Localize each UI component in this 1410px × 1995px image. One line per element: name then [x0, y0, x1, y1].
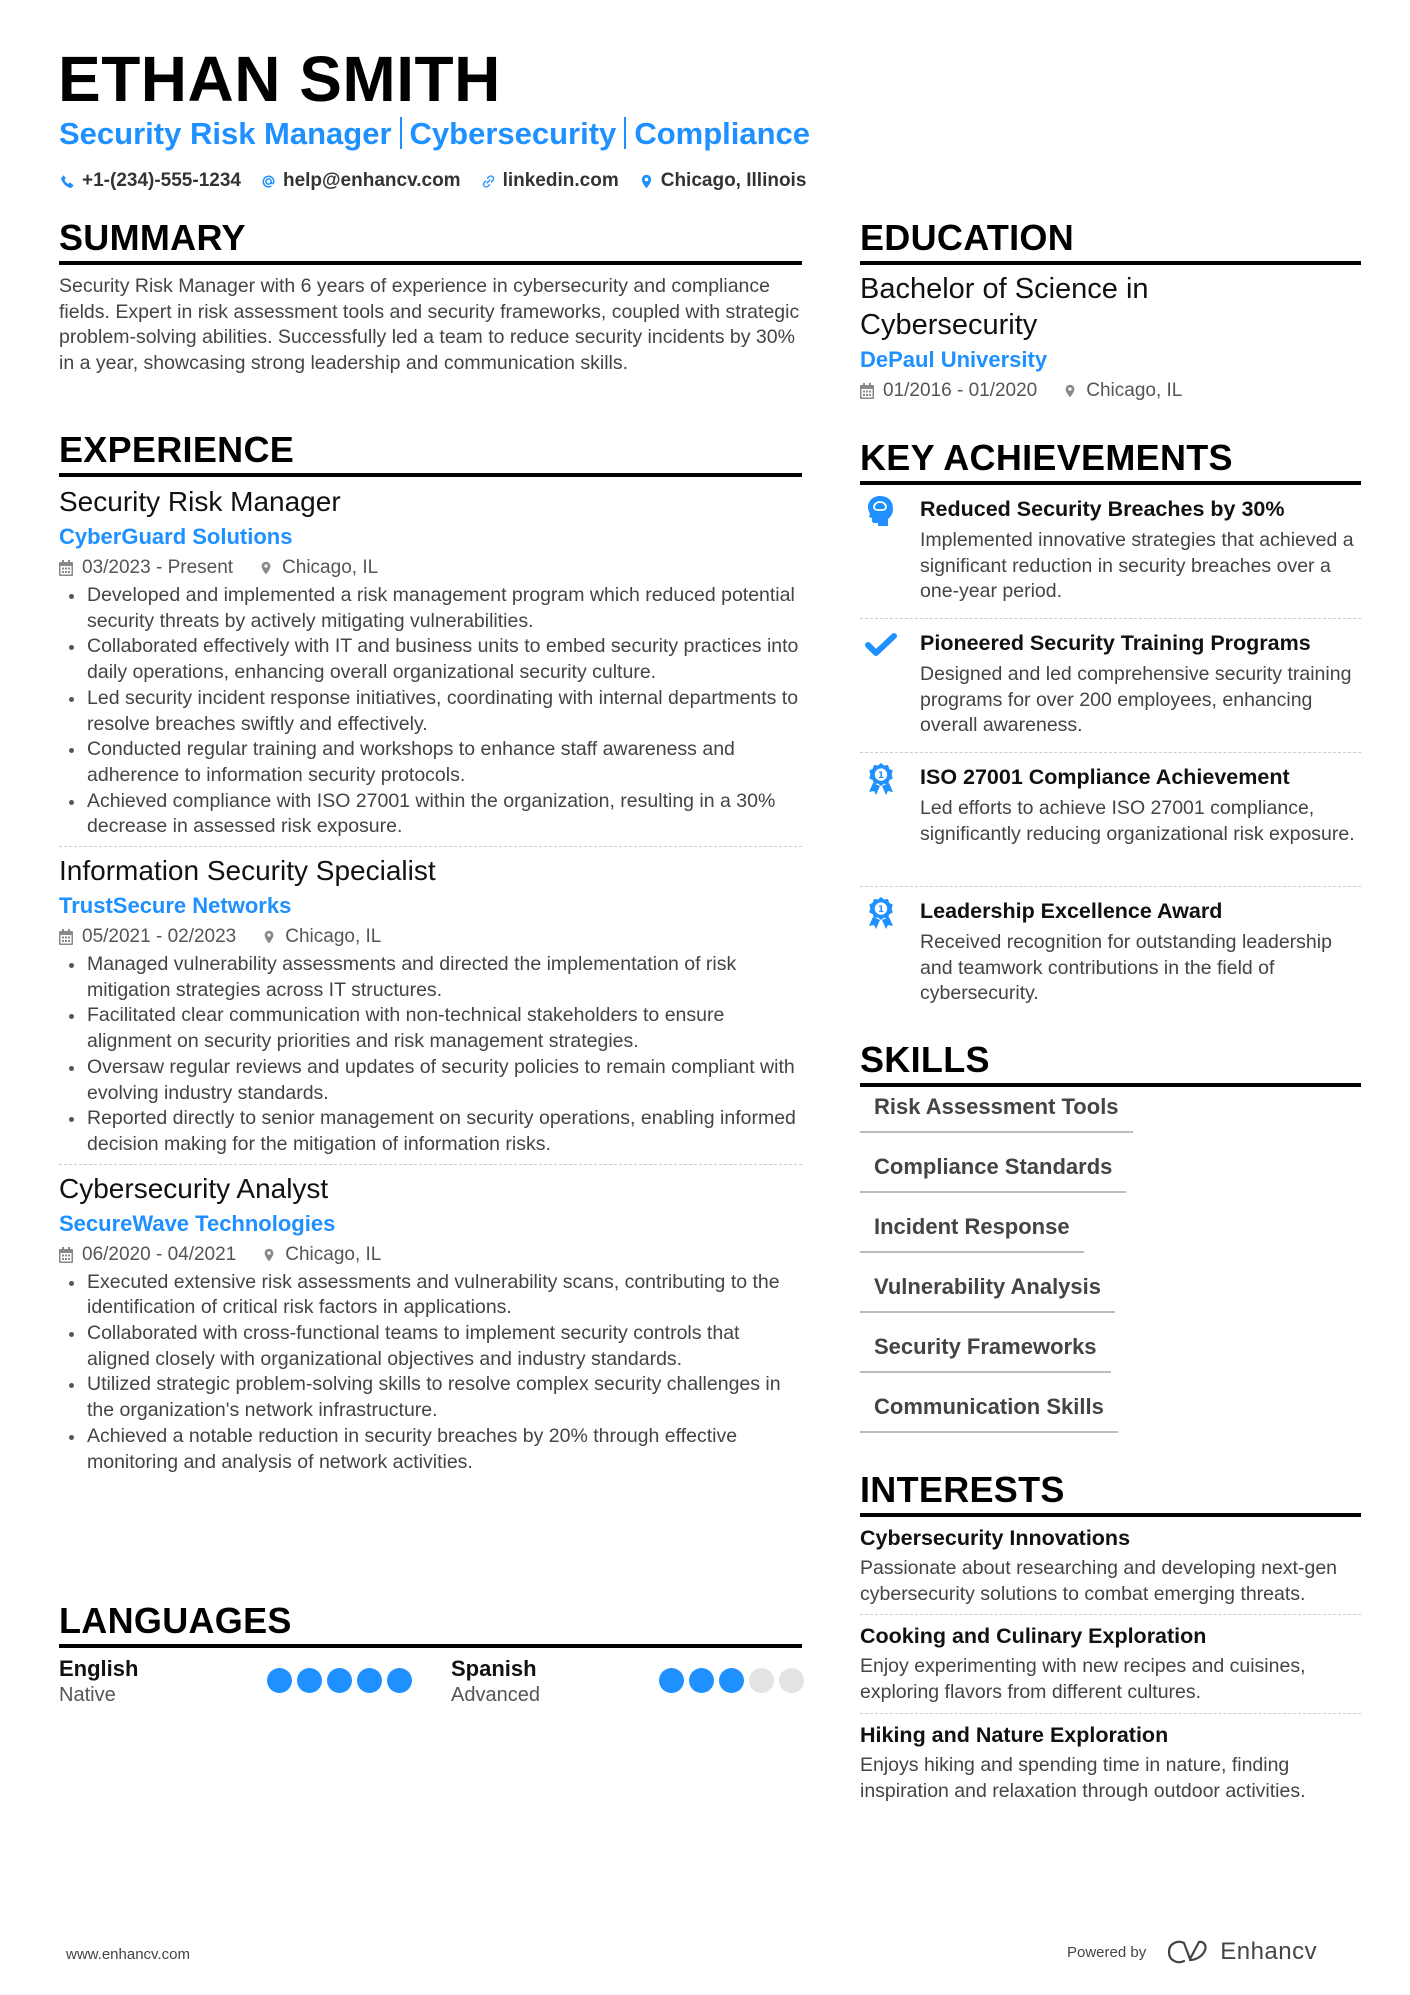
bullet-item: Utilized strategic problem-solving skills to resolve complex security challenges in the organization's network infrastructure.: [59, 1372, 802, 1423]
entry-divider: [860, 1614, 1361, 1615]
link-icon: [481, 174, 496, 189]
rating-dot-filled: [327, 1668, 352, 1693]
skill-tag: Communication Skills: [860, 1385, 1118, 1433]
headline-field: Cybersecurity: [409, 116, 617, 151]
bullet-item: Managed vulnerability assessments and directed the implementation of risk mitigation strategies across IT structures.: [59, 952, 802, 1003]
interest-title: Cooking and Culinary Exploration: [860, 1624, 1207, 1649]
contact-location: [639, 168, 807, 194]
entry-divider: [860, 618, 1361, 619]
achievement-desc: Received recognition for outstanding leadership and teamwork contributions in the field of cybersecurity.: [920, 931, 1332, 1005]
job-entry: [59, 853, 802, 1158]
education-location: [1063, 378, 1182, 404]
job-entry: [59, 484, 802, 840]
job-dates: [59, 555, 233, 581]
location-pin-icon: [262, 929, 276, 945]
section-divider: [860, 1513, 1361, 1517]
achievement-item: [860, 762, 1361, 847]
job-dates: [59, 1242, 236, 1268]
dates-text: 01/2016 - 01/2020: [883, 380, 1038, 401]
phone-text: +1-(234)-555-1234: [82, 170, 241, 191]
interest-title: Cybersecurity Innovations: [860, 1526, 1131, 1550]
headline-role: Security Risk Manager: [59, 116, 392, 151]
achievement-title: ISO 27001 Compliance Achievement: [920, 765, 1290, 789]
job-meta: [59, 924, 802, 950]
language-rating: [267, 1668, 412, 1693]
job-location: [262, 1242, 381, 1268]
rating-dot-filled: [297, 1668, 322, 1693]
section-divider: [59, 1644, 802, 1648]
entry-divider: [860, 1713, 1361, 1714]
location-text: Chicago, IL: [285, 1243, 382, 1265]
svg-text:1: 1: [877, 771, 885, 781]
skill-tag: Incident Response: [860, 1205, 1084, 1253]
bullet-item: Reported directly to senior management on security operations, enabling informed decision making for the mitigation of information risks.: [59, 1106, 802, 1157]
bullet-item: Led security incident response initiatives, coordinating with internal departments to resolve breaches swiftly and effectively.: [59, 686, 802, 737]
job-meta: [59, 1242, 802, 1268]
location-pin-icon: [259, 560, 273, 576]
enhancv-logo-icon: [1166, 1939, 1212, 1965]
section-divider: [59, 473, 802, 477]
entry-divider: [860, 752, 1361, 753]
bullet-item: Oversaw regular reviews and updates of security policies to remain compliant with evolving industry standards.: [59, 1055, 802, 1106]
language-level: Native: [59, 1684, 116, 1706]
phone-icon: [60, 174, 75, 189]
languages-section: [59, 1601, 802, 1721]
contact-linkedin[interactable]: [481, 168, 619, 194]
interest-item: [860, 1523, 1361, 1607]
achievement-title: Leadership Excellence Award: [920, 899, 1223, 923]
achievement-item: [860, 896, 1361, 1007]
bullet-item: Achieved compliance with ISO 27001 within the organization, resulting in a 30% decrease in assessed risk exposure.: [59, 789, 802, 840]
contact-email[interactable]: [261, 168, 461, 194]
linkedin-text: linkedin.com: [502, 170, 619, 191]
rating-dot-filled: [659, 1668, 684, 1693]
section-title: LANGUAGES: [59, 1600, 292, 1641]
bullet-item: Achieved a notable reduction in security breaches by 20% through effective monitoring and analysis of network activities.: [59, 1424, 802, 1475]
dates-text: 03/2023 - Present: [82, 557, 234, 578]
section-title: SKILLS: [860, 1039, 990, 1080]
bullet-item: Conducted regular training and workshops to enhance staff awareness and adherence to information security protocols.: [59, 737, 802, 788]
interest-desc: Passionate about researching and developing next-gen cybersecurity solutions to combat emerging threats.: [860, 1557, 1338, 1605]
headline-focus: Compliance: [634, 116, 811, 151]
achievement-item: [860, 628, 1361, 739]
entry-divider: [860, 886, 1361, 887]
at-icon: [261, 174, 276, 189]
section-divider: [59, 261, 802, 265]
section-title: KEY ACHIEVEMENTS: [860, 437, 1233, 478]
achievement-title: Reduced Security Breaches by 30%: [920, 497, 1285, 521]
interest-item: [860, 1720, 1361, 1804]
achievement-item: [860, 494, 1361, 605]
experience-section: [59, 430, 802, 1475]
svg-text:1: 1: [877, 905, 885, 915]
bullet-item: Collaborated with cross-functional teams to implement security controls that aligned closely with organizational objectives and industry standards.: [59, 1321, 802, 1372]
calendar-icon: [59, 1247, 73, 1263]
achievement-desc: Designed and led comprehensive security training programs for over 200 employees, enhancing overall awareness.: [920, 663, 1352, 737]
rating-dot-filled: [387, 1668, 412, 1693]
headline-divider: [624, 117, 626, 149]
job-bullets: [59, 952, 802, 1158]
dates-text: 05/2021 - 02/2023: [82, 926, 237, 948]
education-section: [860, 218, 1361, 404]
calendar-icon: [59, 929, 73, 945]
location-text: Chicago, IL: [282, 557, 379, 578]
job-entry: [59, 1171, 802, 1476]
location-text: Chicago, IL: [1086, 380, 1183, 401]
section-title: EDUCATION: [860, 217, 1075, 258]
job-meta: [59, 555, 802, 581]
skill-tag: Compliance Standards: [860, 1145, 1126, 1193]
job-location: [259, 555, 378, 581]
skills-section: [860, 1040, 1361, 1460]
contact-phone[interactable]: [60, 168, 241, 194]
job-title: Security Risk Manager: [59, 486, 341, 517]
section-title: INTERESTS: [860, 1469, 1065, 1510]
interests-section: [860, 1470, 1361, 1804]
checkmark-icon: [864, 628, 898, 662]
achievements-section: [860, 438, 1361, 1018]
location-pin-icon: [639, 174, 654, 189]
education-dates: [860, 378, 1037, 404]
achievement-desc: Led efforts to achieve ISO 27001 compliance, significantly reducing organizational risk exposure.: [920, 797, 1355, 845]
headline: [59, 114, 810, 154]
dates-text: 06/2020 - 04/2021: [82, 1243, 237, 1265]
bullet-item: Facilitated clear communication with non-technical stakeholders to ensure alignment on security priorities and risk management strategies.: [59, 1003, 802, 1054]
degree-title: Bachelor of Science in Cybersecurity: [860, 273, 1149, 341]
job-dates: [59, 924, 236, 950]
language-level: Advanced: [451, 1684, 540, 1706]
skill-tag: Security Frameworks: [860, 1325, 1111, 1373]
contact-bar: [60, 168, 806, 194]
achievement-title: Pioneered Security Training Programs: [920, 631, 1311, 655]
language-name: Spanish: [451, 1656, 537, 1681]
rating-dot-filled: [357, 1668, 382, 1693]
interest-desc: Enjoy experimenting with new recipes and cuisines, exploring flavors from different cultures.: [860, 1655, 1306, 1704]
footer-branding: [1067, 1938, 1317, 1966]
location-pin-icon: [1063, 383, 1077, 399]
bullet-item: Executed extensive risk assessments and vulnerability scans, contributing to the identification of critical risk factors in applications.: [59, 1270, 802, 1321]
language-item-english: [59, 1656, 138, 1708]
interest-item: [860, 1621, 1361, 1705]
section-title: EXPERIENCE: [59, 429, 295, 470]
section-divider: [860, 481, 1361, 485]
rating-dot-empty: [779, 1668, 804, 1693]
company-name[interactable]: CyberGuard Solutions: [59, 524, 293, 549]
summary-section: [59, 218, 802, 377]
location-text: Chicago, Illinois: [660, 170, 807, 191]
skill-tag: Vulnerability Analysis: [860, 1265, 1115, 1313]
location-pin-icon: [262, 1247, 276, 1263]
job-bullets: [59, 583, 802, 840]
interest-title: Hiking and Nature Exploration: [860, 1722, 1169, 1747]
language-name: English: [59, 1656, 139, 1681]
rating-dot-filled: [267, 1668, 292, 1693]
job-title: Information Security Specialist: [59, 855, 436, 887]
job-bullets: [59, 1270, 802, 1476]
bullet-item: Collaborated effectively with IT and business units to embed security practices into daily operations, enhancing overall organizational security culture.: [59, 634, 802, 685]
powered-by-label: Powered by: [1067, 1943, 1147, 1961]
section-title: SUMMARY: [59, 217, 246, 258]
education-meta: [860, 378, 1361, 404]
section-divider: [860, 261, 1361, 265]
headline-divider: [400, 117, 402, 149]
job-location: [262, 924, 381, 950]
language-item-spanish: [451, 1656, 540, 1708]
brand-name: Enhancv: [1220, 1938, 1318, 1965]
company-name[interactable]: SecureWave Technologies: [59, 1210, 336, 1236]
location-text: Chicago, IL: [285, 926, 382, 948]
interest-desc: Enjoys hiking and spending time in nature, finding inspiration and relaxation through outdoor activities.: [860, 1753, 1306, 1802]
job-title: Cybersecurity Analyst: [59, 1172, 329, 1204]
entry-divider: [59, 1164, 802, 1165]
footer-website-link[interactable]: www.enhancv.com: [66, 1946, 190, 1963]
bullet-item: Developed and implemented a risk management program which reduced potential security threats by actively mitigating vulnerabilities.: [59, 583, 802, 634]
email-text: help@enhancv.com: [282, 170, 461, 191]
brain-head-icon: [864, 494, 898, 528]
company-name[interactable]: TrustSecure Networks: [59, 893, 292, 919]
candidate-name: ETHAN SMITH: [58, 43, 501, 115]
language-rating: [659, 1668, 804, 1693]
calendar-icon: [59, 560, 73, 576]
award-ribbon-icon: [864, 762, 898, 796]
summary-text: Security Risk Manager with 6 years of experience in cybersecurity and compliance fields. Expert in risk assessment tools and security frameworks, coupled with strategic problem-solving abilities. Successfully led a team to reduce security incidents by 30% in a year, showcasing strong leadership and communication skills.: [59, 275, 800, 375]
award-ribbon-icon: [864, 896, 898, 930]
calendar-icon: [860, 383, 874, 399]
skill-tag: Risk Assessment Tools: [860, 1085, 1133, 1133]
rating-dot-empty: [749, 1668, 774, 1693]
rating-dot-filled: [719, 1668, 744, 1693]
entry-divider: [59, 846, 802, 847]
achievement-desc: Implemented innovative strategies that achieved a significant reduction in security breaches over a one-year period.: [920, 529, 1354, 603]
brand-logo[interactable]: [1166, 1938, 1317, 1966]
rating-dot-filled: [689, 1668, 714, 1693]
school-name[interactable]: DePaul University: [860, 347, 1048, 372]
